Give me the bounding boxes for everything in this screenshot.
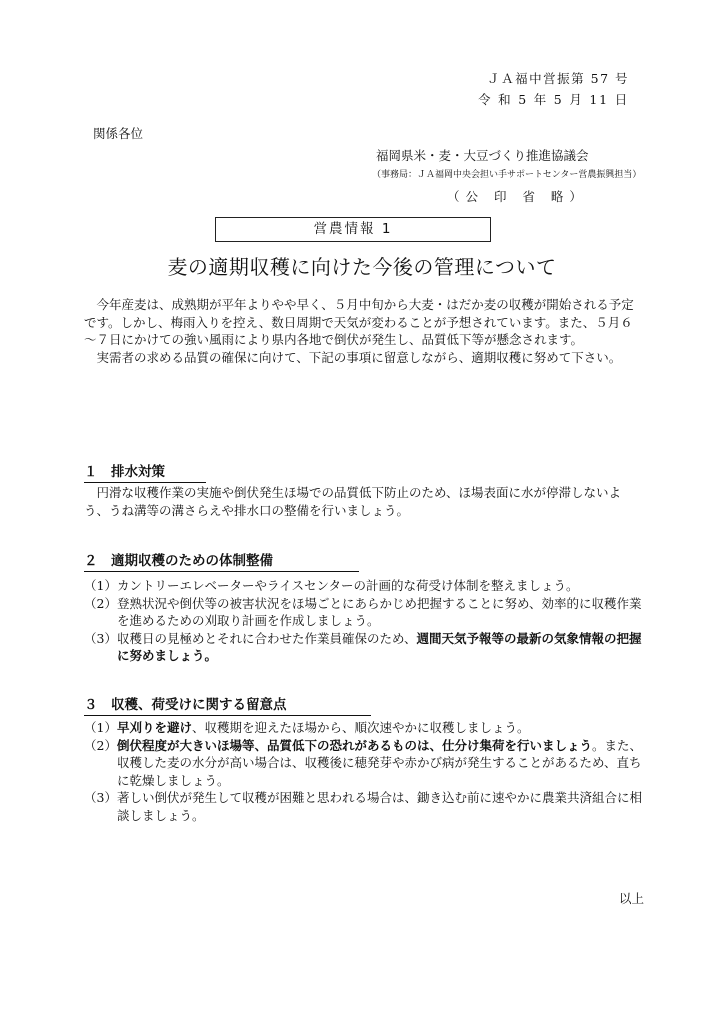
list-item [84,630,644,665]
intro-paragraph-2: 実需者の求める品質の確保に向けて、下記の事項に留意しながら、適期収穫に努めて下さい。 [96,349,622,365]
item-text [117,719,644,737]
sender-organization: 福岡県米・麦・大豆づくり推進協議会 [376,148,589,163]
item-text [117,630,644,665]
intro-text [84,296,644,366]
item-text: カントリーエレベーターやライスセンターの計画的な荷受け体制を整えましょう。 [116,578,579,593]
item-text [117,737,644,790]
document-date: 令 和 5 年 5 月 11 日 [478,92,629,107]
list-item [84,595,644,630]
section-1-title: １ 排水対策 [84,460,206,483]
item-text-emphasis: 早刈りを避け [116,720,192,735]
item-text-plain: 収穫日の見極めとそれに合わせた作業員確保のため、 [116,630,417,646]
item-text-plain: 。また、収穫した麦の水分が高い場合は、収穫後に穂発芽や赤かび病が発生することがあるため、直ちに乾燥しましょう。 [116,737,642,788]
section-1-paragraph: 円滑な収穫作業の実施や倒伏発生ほ場での品質低下防止のため、ほ場表面に水が停滞しないよう、うね溝等の溝さらえや排水口の整備を行いましょう。 [84,485,622,518]
recipient: 関係各位 [93,126,144,141]
item-text-emphasis: 倒伏程度が大きいほ場等、品質低下の恐れがあるものは、仕分け集荷を行いましょう [116,737,592,753]
item-text: 登熟状況や倒伏等の被害状況をほ場ごとにあらかじめ把握することに努め、効率的に収穫作業を進めるための刈取り計画を作成しましょう。 [116,595,642,628]
item-text-emphasis: 週間天気予報等の最新の気象情報の把握に努めましょう。 [116,630,642,663]
list-item [84,577,644,595]
item-text: 著しい倒伏が発生して収穫が困難と思われる場合は、鋤き込む前に速やかに農業共済組合に相談しましょう。 [116,790,642,823]
seal-omitted-note: （公 印 省 略） [447,189,588,204]
list-item [84,737,644,790]
item-number: （1） [84,720,117,735]
item-number: （2） [84,595,117,611]
section-3-list [84,719,644,824]
item-number: （3） [84,630,117,646]
item-number: （1） [84,578,117,593]
list-item [84,719,644,737]
section-2-title: ２ 適期収穫のための体制整備 [84,549,359,572]
sender-office: （事務局：ＪＡ福岡中央会担い手サポートセンター営農振興担当） [372,170,642,180]
section-1-body [84,484,644,519]
list-item [84,789,644,824]
document-number: ＪＡ福中営振第 57 号 [487,71,629,86]
section-3-title: ３ 収穫、荷受けに関する留意点 [84,693,371,716]
section-2-list [84,577,644,665]
bulletin-label: 営農情報 1 [215,217,491,242]
document-title: 麦の適期収穫に向けた今後の管理について [167,255,557,279]
intro-paragraph-1: 今年産麦は、成熟期が平年よりやや早く、５月中旬から大麦・はだか麦の収穫が開始される予定です。しかし、梅雨入りを控え、数日周期で天気が変わることが予想されています。また、５月６～７日にかけての強い風雨により県内各地で倒伏が発生し、品質低下等が懸念されます。 [84,297,634,347]
item-text-plain: 、収穫期を迎えたほ場から、順次速やかに収穫しましょう。 [191,720,530,735]
closing-mark: 以上 [618,891,644,906]
item-number: （2） [84,737,117,753]
item-number: （3） [84,790,117,805]
